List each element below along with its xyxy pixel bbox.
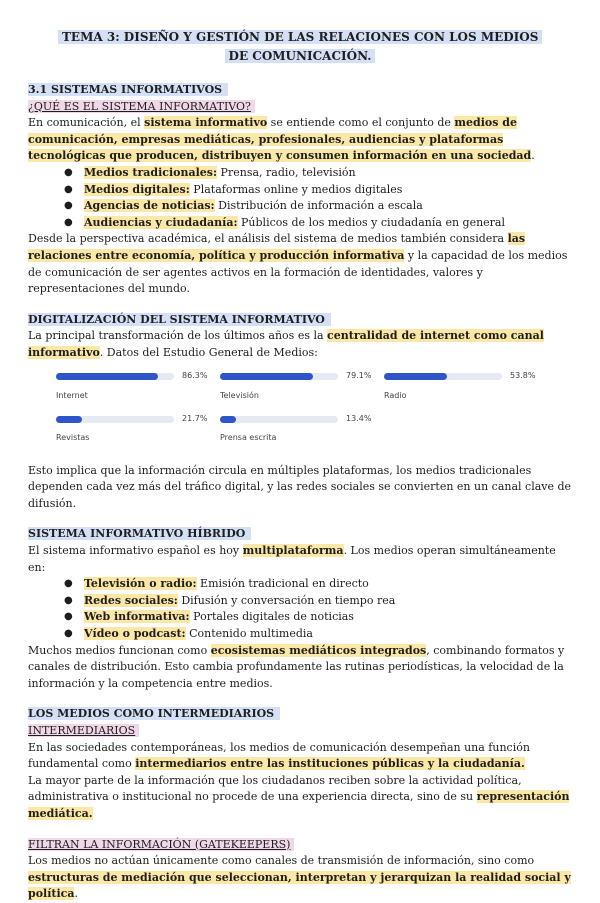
stat-label: Radio [384, 390, 407, 400]
stat-value: 86.3% [182, 371, 208, 381]
list-item: ● Redes sociales: Difusión y conversación en tiempo rea [64, 593, 572, 610]
stat-label: Televisión [220, 390, 259, 400]
stat-value: 79.1% [346, 371, 372, 381]
list-item: ● Web informativa: Portales digitales de noticias [64, 609, 572, 626]
stat-prensa-escrita [220, 410, 384, 449]
bar-fill-revistas [56, 416, 82, 423]
list-item: ● Vídeo o podcast: Contenido multimedia [64, 626, 572, 643]
bar-track [384, 373, 502, 380]
bullet-list-channels [28, 576, 572, 642]
stat-label: Internet [56, 390, 88, 400]
stat-label: Revistas [56, 433, 90, 443]
list-item: ● Medios digitales: Plataformas online y medios digitales [64, 182, 572, 199]
paragraph-implications: Esto implica que la información circula en múltiples plataformas, los medios tradicionales dependen cada vez más del tráfico digital, y las redes sociales se convierten en un canal clave de difusión. [28, 463, 572, 510]
section-heading-hibrido: SISTEMA INFORMATIVO HÍBRIDO [28, 526, 572, 543]
stat-value: 13.4% [346, 413, 372, 423]
paragraph-funcion: En las sociedades contemporáneas, los medios de comunicación desempeñan una función fundamental como intermediarios entre las instituciones públicas y la ciudadanía. [28, 740, 530, 771]
paragraph-perspective: Desde la perspectiva académica, el análisis del sistema de medios también considera las relaciones entre economía, política y producción informativa y la capacidad de los medios de comunicación de ser agentes activos en la formación de identidades, valores y representaciones del mundo. [28, 232, 568, 296]
bar-track [56, 416, 174, 423]
bar-track [220, 416, 338, 423]
list-item: ● Audiencias y ciudadanía: Públicos de los medios y ciudadanía en general [64, 215, 572, 232]
list-item: ● Medios tradicionales: Prensa, radio, televisión [64, 165, 572, 182]
section-heading-sistemas-informativos: 3.1 SISTEMAS INFORMATIVOS [28, 82, 572, 99]
paragraph-mediacion: Los medios no actúan únicamente como canales de transmisión de información, sino como estructuras de mediación que seleccionan, interpretan y jerarquizan la realidad social y política. [28, 854, 571, 901]
list-item: ● Televisión o radio: Emisión tradicional en directo [64, 576, 572, 593]
subheading-intermediarios: INTERMEDIARIOS [28, 723, 572, 740]
bar-track [220, 373, 338, 380]
paragraph-representacion: La mayor parte de la información que los ciudadanos reciben sobre la actividad política, administrativa o institucional no procede de una experiencia directa, sino de su representación mediática. [28, 773, 570, 820]
section-heading-digitalizacion: DIGITALIZACIÓN DEL SISTEMA INFORMATIVO [28, 312, 572, 329]
stat-revistas [56, 410, 220, 449]
paragraph-definition: En comunicación, el sistema informativo se entiende como el conjunto de medios de comunicación, empresas mediáticas, profesionales, audiencias y plataformas tecnológicas que producen, distribuyen y consumen información en una sociedad. [28, 116, 535, 163]
stat-value: 53.8% [510, 371, 536, 381]
bar-track [56, 373, 174, 380]
stat-label: Prensa escrita [220, 433, 277, 443]
paragraph-ecosistemas: Muchos medios funcionan como ecosistemas mediáticos integrados, combinando formatos y canales de distribución. Esto cambia profundamente las rutinas periodísticas, la velocidad de la información y la competencia entre medios. [28, 643, 565, 690]
stat-internet [56, 368, 220, 407]
bullet-list-components [28, 165, 572, 231]
subheading-gatekeepers: FILTRAN LA INFORMACIÓN (GATEKEEPERS) [28, 837, 572, 854]
media-stats-chart [56, 368, 572, 449]
bar-fill-radio [384, 373, 447, 380]
bar-fill-internet [56, 373, 158, 380]
section-heading-intermediarios: LOS MEDIOS COMO INTERMEDIARIOS [28, 706, 572, 723]
list-item: ● Agencias de noticias: Distribución de información a escala [64, 198, 572, 215]
stat-television [220, 368, 384, 407]
bar-fill-prensa-escrita [220, 416, 236, 423]
paragraph-transformation: La principal transformación de los últimos años es la centralidad de internet como canal informativo. Datos del Estudio General de Medios: [28, 329, 544, 359]
page-title: TEMA 3: DISEÑO Y GESTIÓN DE LAS RELACIONES CON LOS MEDIOS DE COMUNICACIÓN. [58, 28, 542, 66]
subheading-que-es: ¿QUÉ ES EL SISTEMA INFORMATIVO? [28, 99, 572, 116]
stat-radio [384, 368, 548, 407]
bar-fill-television [220, 373, 313, 380]
stat-value: 21.7% [182, 413, 208, 423]
paragraph-multiplataforma: El sistema informativo español es hoy multiplataforma. Los medios operan simultáneamente en: [28, 544, 556, 574]
